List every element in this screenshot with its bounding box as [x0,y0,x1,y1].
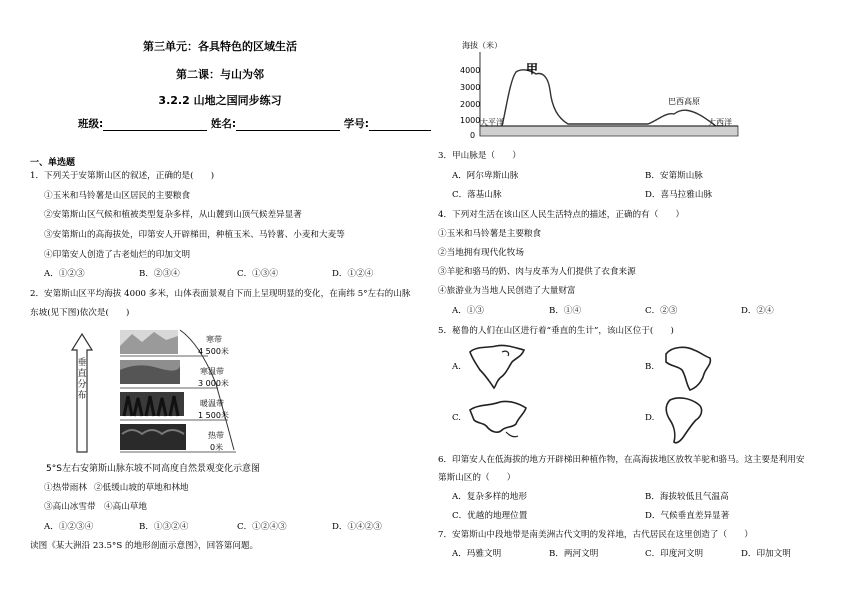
profile-tick: 0 [470,131,476,140]
zone-name-tropical: 热带 [208,431,224,440]
profile-tick: 3000 [460,83,481,92]
q6-stem-line1: 6．印第安人在低海拔的地方开辟梯田种植作物，在高海拔地区放牧羊驼和骆马。这主要是利用安 [438,455,805,465]
q6-option-a[interactable]: A．复杂多样的地形 [452,492,527,502]
zone-elev-tropical: 0米 [210,443,224,452]
north-america-map-icon[interactable] [466,342,530,390]
q1-option-b[interactable]: B．②③④ [139,269,180,279]
eurasia-map-icon[interactable] [466,396,530,442]
q5-stem: 5．秘鲁的人们在山区进行着“垂直的生计”，该山区位于( ) [438,326,674,336]
zone-image-tropical [120,424,186,450]
q2-option-c[interactable]: C．①②④③ [237,522,287,532]
right-ocean-label: 大西洋 [708,118,732,127]
q3-option-c[interactable]: C．落基山脉 [452,190,502,200]
q4-item: ④旅游业为当地人民创造了大量财富 [438,286,576,296]
profile-tick: 2000 [460,100,481,109]
section-title: 一、单选题 [30,158,76,168]
peak-label: 甲 [526,62,539,76]
name-label: 姓名: [210,118,237,130]
ocean-base [480,126,738,136]
q4-item: ②当地拥有现代化牧场 [438,248,524,258]
q2-item: ④高山草地 [104,502,147,512]
q3-option-b[interactable]: B．安第斯山脉 [645,171,703,181]
class-label: 班级: [78,118,104,130]
q7-option-b[interactable]: B．两河文明 [549,549,599,559]
q2-stem-line2: 东坡(见下图)依次是( ) [30,308,130,318]
q4-option-a[interactable]: A．①③ [452,306,484,316]
q1-item: ③安第斯山的高海拔处，印第安人开辟梯田，种植玉米、马铃薯、小麦和大麦等 [44,230,345,240]
lesson-title: 第二课：与山为邻 [176,68,264,81]
zone-elev-cold-temperate: 3 000米 [198,379,229,388]
left-ocean-label: 大平洋 [480,118,504,127]
q1-option-a[interactable]: A．①②③ [44,269,85,279]
q6-option-b[interactable]: B．海拔较低且气温高 [645,492,729,502]
name-blank[interactable] [236,121,340,131]
q1-item: ①玉米和马铃薯是山区居民的主要粮食 [44,191,191,201]
q1-option-c[interactable]: C．①③④ [237,269,278,279]
q2-option-a[interactable]: A．①②③④ [44,522,94,532]
q5-option-b[interactable]: B. [645,362,655,372]
q2-option-d[interactable]: D．①④②③ [332,522,382,532]
zone-name-warm-temperate: 暖温带 [200,399,224,408]
q1-option-d[interactable]: D．①②④ [332,269,374,279]
vertical-distribution-label: 垂直分布 [77,358,87,401]
q1-stem: 1．下列关于安第斯山区的叙述，正确的是( ) [30,171,215,181]
africa-map-icon[interactable] [658,342,718,392]
q4-option-d[interactable]: D．②④ [741,306,774,316]
zone-name-cold: 寒带 [206,335,222,344]
q5-option-d[interactable]: D. [645,413,655,423]
q2-item: ③高山冰雪带 [44,502,96,512]
q3-option-a[interactable]: A．阿尔卑斯山脉 [452,171,519,181]
zone-elev-warm-temperate: 1 500米 [198,411,229,420]
q6-option-d[interactable]: D．气候垂直差异显著 [645,511,730,521]
q4-item: ①玉米和马铃薯是主要粮食 [438,229,542,239]
q1-item: ②安第斯山区气候和植被类型复杂多样，从山麓到山顶气候差异显著 [44,210,302,220]
id-blank[interactable] [369,121,431,131]
class-blank[interactable] [103,121,207,131]
q4-stem: 4．下列对生活在该山区人民生活特点的描述，正确的有（ ） [438,210,685,220]
q4-option-b[interactable]: B．①④ [549,306,582,316]
q2-item: ①热带雨林 [44,483,87,493]
exercise-title: 3.2.2 山地之国同步练习 [158,94,282,107]
q4-item: ③羊驼和骆马的奶、肉与皮革为人们提供了衣食来源 [438,267,636,277]
profile-tick: 1000 [460,116,481,125]
profile-y-axis-label: 海拔（米） [462,41,502,50]
q5-option-a[interactable]: A. [452,362,461,372]
unit-title: 第三单元：各具特色的区域生活 [143,40,297,53]
q5-option-c[interactable]: C. [452,413,462,423]
vertical-zones-figure [68,324,258,456]
q6-option-c[interactable]: C．优越的地理位置 [452,511,528,521]
q3-option-d[interactable]: D．喜马拉雅山脉 [645,190,713,200]
terrain-profile-figure [478,50,744,140]
south-america-map-icon[interactable] [658,394,708,446]
q7-option-d[interactable]: D．印加文明 [741,549,791,559]
q3-stem: 3．甲山脉是（ ） [438,151,521,161]
zone-name-cold-temperate: 寒温带 [200,367,224,376]
id-label: 学号: [343,118,369,130]
q7-option-c[interactable]: C．印度河文明 [645,549,704,559]
q2-stem-line1: 2．安第斯山区平均海拔 4000 多米，山体表面景观自下而上呈现明显的变化，在南纬 5°左右的山脉 [30,289,411,299]
student-info-row [78,116,431,131]
q1-item: ④印第安人创造了古老灿烂的印加文明 [44,250,191,260]
q6-stem-line2: 第斯山区的（ ） [438,473,516,483]
zone-elev-cold: 4 500米 [198,347,229,356]
q2-option-b[interactable]: B．①③②④ [139,522,189,532]
plateau-label: 巴西高原 [668,97,700,106]
q7-option-a[interactable]: A．玛雅文明 [452,549,502,559]
reading-prompt: 读图《某大洲沿 23.5°S 的地形剖面示意图》，回答第问题。 [30,541,259,551]
figure-caption: 5°S左右安第斯山脉东坡不同高度自然景观变化示意图 [46,464,260,474]
q4-option-c[interactable]: C．②③ [645,306,678,316]
q2-item: ②低缓山坡的草地和林地 [94,483,189,493]
profile-tick: 4000 [460,66,481,75]
q7-stem: 7．安第斯山中段地带是南美洲古代文明的发祥地，古代居民在这里创造了（ ） [438,530,753,540]
